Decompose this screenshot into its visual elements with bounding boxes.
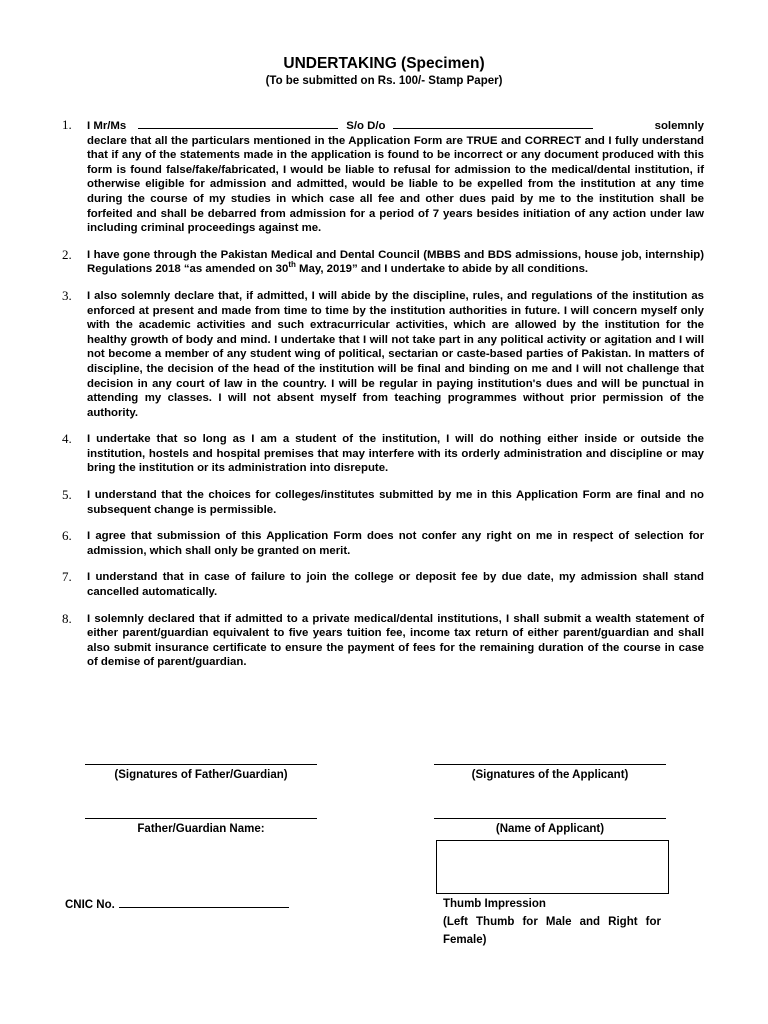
cnic-field — [65, 897, 289, 911]
applicant-signature-line[interactable] — [434, 764, 666, 765]
relation-label: S/o D/o — [346, 120, 386, 132]
clause-number: 5. — [62, 487, 72, 503]
clause-text: I solemnly declared that if admitted to a private medical/dental institutions, I shall submit a wealth statement of either parent/guardian equivalent to five years tuition fee, income tax return of either parent/guardian and shall also submit insurance certificate to ensure the payment of fees for the remaining duration of the course in case of demise of parent/guardian. — [87, 612, 704, 669]
declarant-name-blank[interactable] — [138, 118, 338, 129]
clause-text: declare that all the particulars mentioned in the Application Form are TRUE and CORRECT and I fully understand that if any of the statements made in the application is found to be incorrect or any document produced with this form is found false/fake/fabricated, I would be liable to refusal for admission to the medical/dental institution, if otherwise eligible for admission and admitted, would be liable to be expelled from the institution at any time during the course of my studies in which case all fee and other dues paid by me to the institution shall be forfeited and shall be debarred from admission for a period of 7 years besides initiation of any action under law including criminal proceedings against me. — [87, 134, 704, 235]
clause-8 — [62, 612, 704, 670]
clause-6 — [62, 529, 704, 558]
clause-text: I agree that submission of this Application Form does not confer any right on me in respect of selection for admission, which shall only be granted on merit. — [87, 530, 704, 557]
clause-text: I undertake that so long as I am a student of the institution, I will do nothing either inside or outside the institution, hostels and hospital premises that may interfere with its orderly administration and discipline or may bring the institution or its administration into disrepute. — [87, 433, 704, 475]
father-name-line[interactable] — [85, 818, 317, 819]
parent-name-blank[interactable] — [393, 118, 593, 129]
cnic-blank[interactable] — [119, 897, 289, 908]
page-subtitle: (To be submitted on Rs. 100/- Stamp Paper) — [265, 75, 503, 87]
solemnly-word: solemnly — [654, 120, 704, 132]
thumb-impression-label — [443, 895, 661, 949]
father-signature-line[interactable] — [85, 764, 317, 765]
thumb-note: (Left Thumb for Male and Right for Female) — [443, 916, 661, 946]
clause-number: 1. — [62, 117, 72, 132]
clause-3 — [62, 289, 704, 420]
clause-number: 6. — [62, 528, 72, 544]
clause-text-continued: May, 2019” and I undertake to abide by all conditions. — [295, 263, 589, 276]
ordinal-suffix: th — [288, 260, 296, 270]
father-name-label: Father/Guardian Name: — [137, 823, 265, 835]
clause-number: 8. — [62, 610, 72, 626]
cnic-label: CNIC No. — [65, 899, 115, 911]
clause-number: 4. — [62, 431, 72, 447]
applicant-name-label: (Name of Applicant) — [495, 823, 605, 835]
clause-text: I understand that in case of failure to join the college or deposit fee by due date, my admission shall stand cancelled automatically. — [87, 571, 704, 599]
applicant-name-line[interactable] — [434, 818, 666, 819]
clause-number: 7. — [62, 569, 72, 585]
clause-4 — [62, 432, 704, 476]
applicant-signature-label: (Signatures of the Applicant) — [471, 769, 629, 781]
name-prefix: I Mr/Ms — [87, 120, 127, 132]
clause-1 — [62, 118, 704, 236]
clause-list — [62, 118, 704, 670]
clause-7 — [62, 570, 704, 599]
clause-2 — [62, 248, 704, 277]
father-signature-label: (Signatures of Father/Guardian) — [114, 769, 288, 781]
clause-text: I have gone through the Pakistan Medical and Dental Council (MBBS and BDS admissions, house job, internship) Regulations 2018 “as amended on 30 — [87, 248, 704, 276]
thumb-impression-box[interactable] — [436, 840, 669, 894]
page-title: UNDERTAKING (Specimen) — [283, 55, 485, 72]
clause-5 — [62, 488, 704, 517]
thumb-title: Thumb Impression — [443, 898, 546, 910]
declarant-line — [87, 118, 704, 134]
clause-number: 2. — [62, 246, 72, 262]
clause-text: I also solemnly declare that, if admitted, I will abide by the discipline, rules, and regulations of the institution as enforced at present and made from time to time by the institution authorities in future. I will concern myself only with the academic activities and such extracurricular activities, which are allowed by the institution for the healthy growth of body and mind. I undertake that I will not take part in any political activity or agitation and I will not become a member of any student wing of political, sectarian or caste-based parties of Pakistan. In matters of discipline, the decision of the head of the institution will be final and binding on me and I will not challenge that decision in any court of law in the country. I will be regular in paying institution's dues and will be punctual in attending my classes. I will not absent myself from teaching programmes without prior permission of the authority. — [87, 289, 704, 419]
clause-number: 3. — [62, 287, 72, 303]
clause-text: I understand that the choices for colleges/institutes submitted by me in this Application Form are final and no subsequent change is permissible. — [87, 489, 704, 516]
